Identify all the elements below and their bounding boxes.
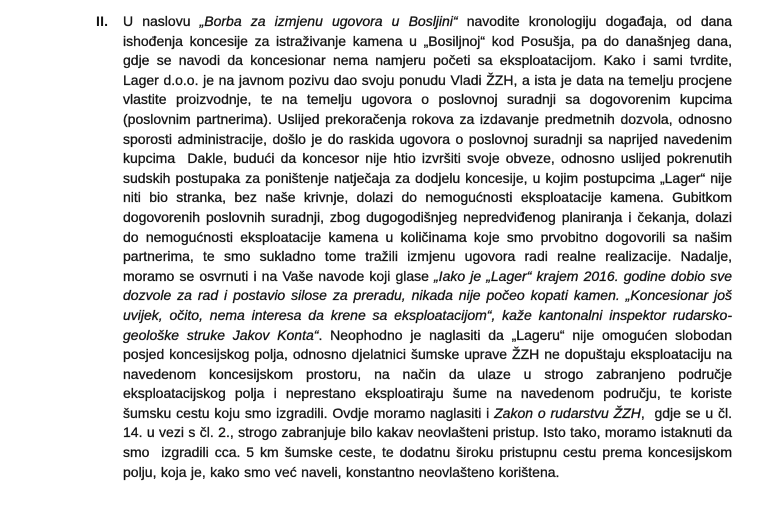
italic-text-run: „Iako je „Lager“ krajem 2016. godine dobio sve dozvole za rad i postavio silose za preradu, nikada nije počeo kopati kamen. „Koncesionar još uvijek, očito, nema interesa da krene sa eksploatacijom“, kaže kantonalni inspektor rudarsko-geološke struke Jakov Konta“ <box>123 267 732 343</box>
list-item <box>96 12 732 482</box>
list-marker: II. <box>96 13 109 29</box>
text-run: . Neophodno je naglasiti da „Lageru“ nije omogućen slobodan posjed koncesijskog polja, odnosno djelatnici šumske uprave ŽZH ne dopuštaju eksploataciju na navedenom koncesijskom prostoru, na način da ulaze u strogo zabranjeno područje eksploatacijskog polja i neprestano eksploatiraju šume na navedenom području, te koriste šumsku cestu koju smo izgradili. Ovdje moramo naglasiti i <box>123 326 733 421</box>
text-run: navodite kronologiju događaja, od dana ishođenja koncesije za istraživanje kamena u „Bosiljnoj“ kod Posušja, pa do današnjeg dana, gdje se navodi da koncesionar nema namjeru početi sa eksploatacijom. Kako i sami tvrdite, Lager d.o.o. je na javnom pozivu dao svoju ponudu Vladi ŽZH, a ista je data na temelju procjene vlastite proizvodnje, te na temelju ugovora o poslovnoj suradnji sa dogovorenim kupcima (poslovnim partnerima). Uslijed prekoračenja rokova za izdavanje predmetnih dozvola, odnosno sporosti administracije, došlo je do raskida ugovora o poslovnoj suradnji sa naprijed navedenim kupcima Dakle, budući da koncesor nije htio izvršiti svoje obveze, odnosno uslijed pokrenutih sudskih postupaka za poništenje natječaja za dodjelu koncesije, u kojim postupcima „Lager“ nije niti bio stranka, bez naše krivnje, dolazi do nemogućnosti eksploatacije kamena. Gubitkom dogovorenih poslovnih suradnji, zbog dugogodišnjeg nepredviđenog planiranja i čekanja, dolazi do nemogućnosti eksploatacije kamena u količinama koje smo prvobitno dogovorili sa našim partnerima, te smo sukladno tome tražili izmjenu ugovora radi realne realizacije. Nadalje, moramo se osvrnuti i na Vaše navode koji glase <box>123 13 733 284</box>
text-run: U naslovu <box>123 13 200 29</box>
italic-text-run: „Borba za izmjenu ugovora u Bosljini“ <box>199 13 458 29</box>
text-run: , gdje se u čl. 14. u vezi s čl. 2., strogo zabranjuje bilo kakav neovlašteni pristup. Isto tako, moramo istaknuti da smo izgradili cca. 5 km šumske ceste, te dodatnu široku pristupnu cestu prema koncesijskom polju, koja je, kako smo već naveli, konstantno neovlašteno korištena. <box>123 404 733 480</box>
paragraph-text <box>123 12 732 482</box>
italic-text-run: Zakon o rudarstvu ŽZH <box>494 404 641 421</box>
